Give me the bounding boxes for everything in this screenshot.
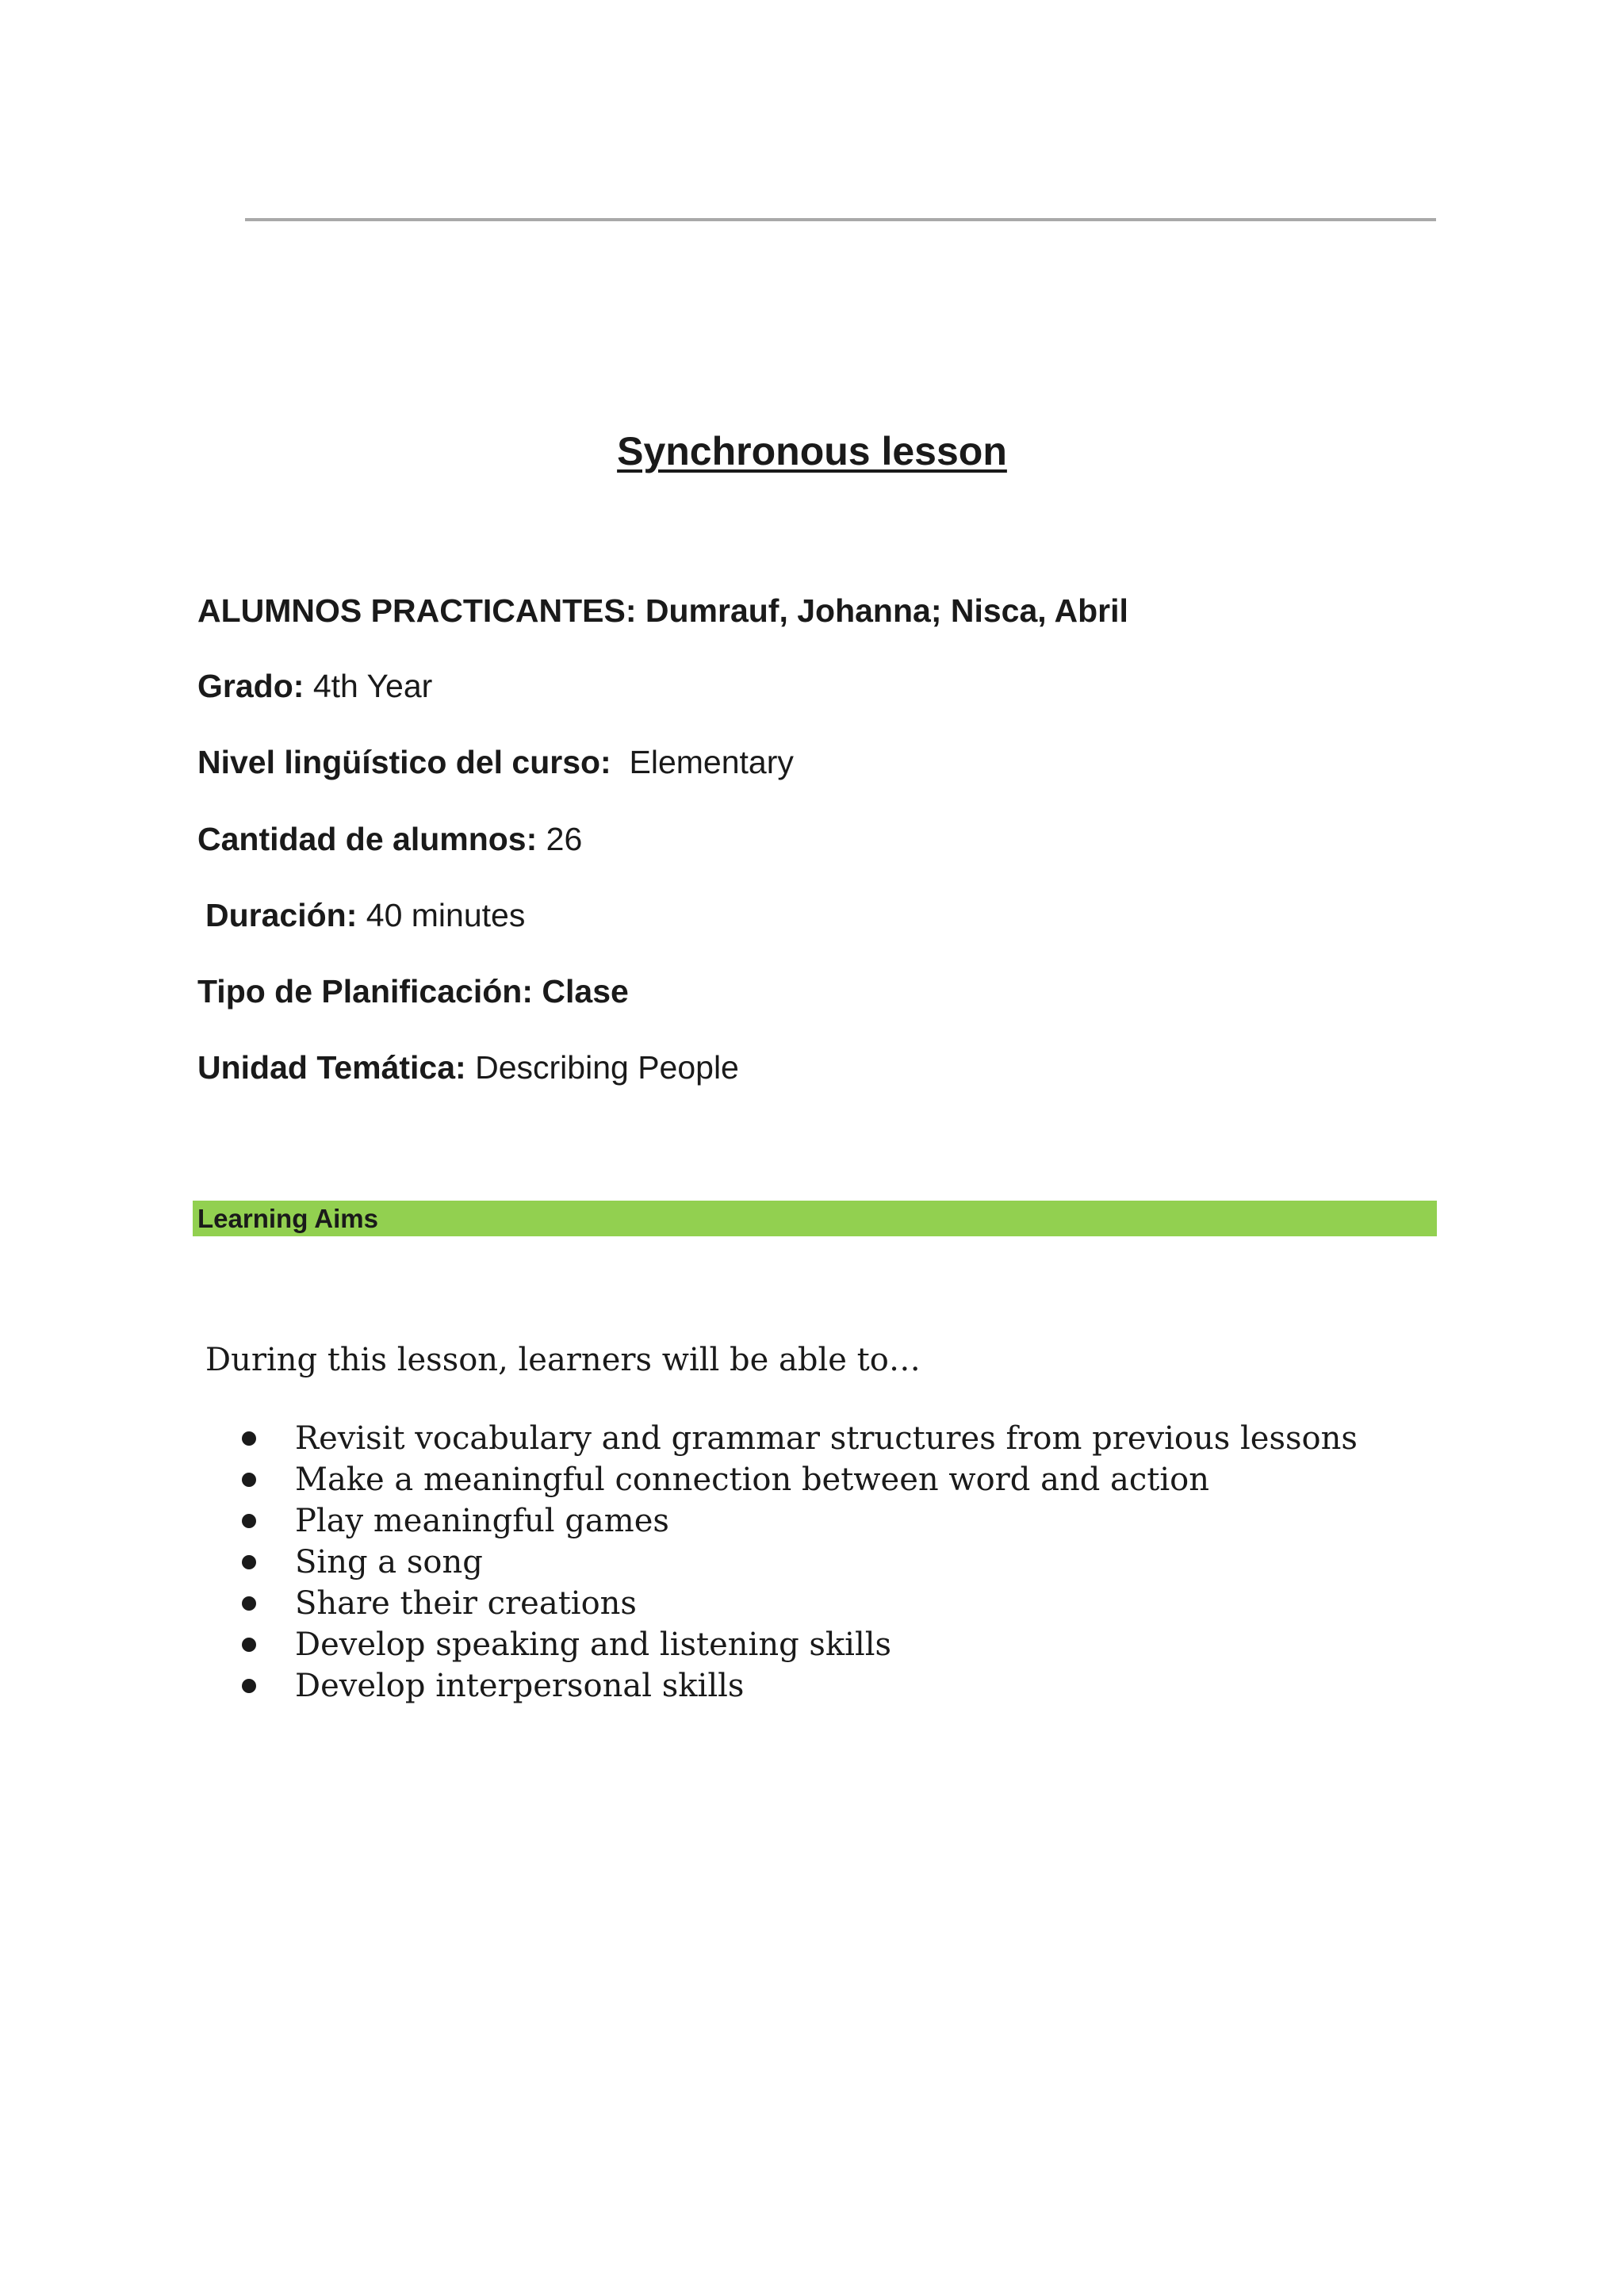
cantidad-line [197,818,582,860]
nivel-label: Nivel lingüístico del curso: [197,744,611,780]
tipo-label: Tipo de Planificación: [197,973,533,1010]
list-item: Sing a song [242,1542,1358,1583]
duracion-value: 40 minutes [366,897,526,933]
list-item: Revisit vocabulary and grammar structures from previous lessons [242,1418,1358,1459]
alumnos-line [197,590,1128,631]
bullet-icon [242,1596,256,1611]
bullet-icon [242,1638,256,1652]
learning-aims-intro: During this lesson, learners will be able to… [205,1342,921,1378]
tipo-line [197,971,629,1012]
unidad-line [197,1047,739,1088]
list-item: Make a meaningful connection between word and action [242,1459,1358,1500]
list-item: Develop speaking and listening skills [242,1624,1358,1665]
alumnos-label: ALUMNOS PRACTICANTES: [197,592,637,629]
bullet-icon [242,1514,256,1528]
duracion-label: Duración: [205,897,358,933]
cantidad-label: Cantidad de alumnos: [197,821,538,857]
grado-label: Grado: [197,668,304,704]
bullet-icon [242,1555,256,1569]
bullet-icon [242,1679,256,1693]
list-item: Develop interpersonal skills [242,1665,1358,1707]
tipo-value: Clase [542,973,629,1010]
nivel-value: Elementary [629,744,794,780]
bullet-icon [242,1473,256,1487]
learning-aims-list [242,1418,1358,1707]
duracion-line [205,895,525,936]
bullet-icon [242,1431,256,1446]
grado-value: 4th Year [312,668,433,704]
alumnos-value: Dumrauf, Johanna; Nisca, Abril [645,592,1128,629]
cantidad-value: 26 [546,821,583,857]
list-item: Share their creations [242,1583,1358,1624]
learning-aims-bar [193,1201,1437,1236]
list-item: Play meaningful games [242,1500,1358,1542]
grado-line [197,665,432,707]
unidad-value: Describing People [475,1049,739,1086]
nivel-line [197,741,794,783]
learning-aims-heading: Learning Aims [197,1204,378,1233]
page-title: Synchronous lesson [617,429,1007,473]
header-rule [245,218,1436,221]
unidad-label: Unidad Temática: [197,1049,466,1086]
